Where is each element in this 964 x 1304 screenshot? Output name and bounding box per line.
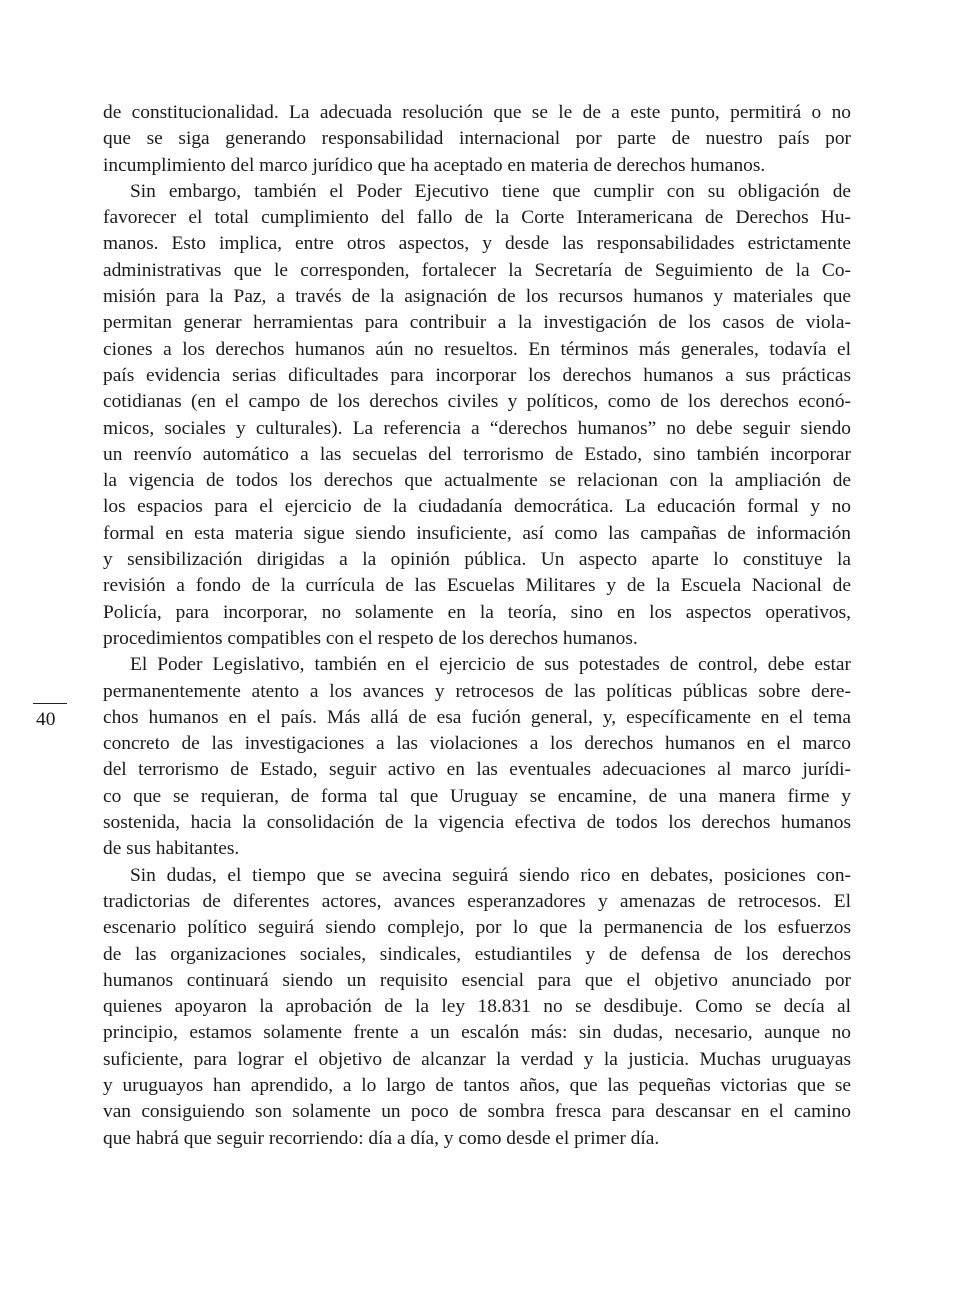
text-line: misión para la Paz, a través de la asignación de los recursos humanos y materiales que (103, 286, 851, 308)
text-line: del terrorismo de Estado, seguir activo en las eventuales adecuaciones al marco jurídi- (103, 759, 851, 781)
page-number-rule (33, 703, 67, 704)
text-line: quienes apoyaron la aprobación de la ley 18.831 no se desdibuje. Como se decía al (103, 996, 851, 1018)
text-line: país evidencia serias dificultades para incorporar los derechos humanos a sus prácticas (103, 364, 851, 386)
text-line: administrativas que le corresponden, fortalecer la Secretaría de Seguimiento de la Co- (103, 259, 851, 281)
paragraph (103, 100, 851, 179)
text-line: permanentemente atento a los avances y retrocesos de las políticas públicas sobre dere- (103, 680, 851, 702)
text-line: procedimientos compatibles con el respeto de los derechos humanos. (103, 627, 638, 649)
text-line: principio, estamos solamente frente a un escalón más: sin dudas, necesario, aunque no (103, 1022, 851, 1044)
text-line: de constitucionalidad. La adecuada resolución que se le de a este punto, permitirá o no (103, 102, 851, 123)
text-line: formal en esta materia sigue siendo insuficiente, así como las campañas de información (103, 522, 851, 544)
paragraph (103, 863, 851, 1152)
text-line: un reenvío automático a las secuelas del terrorismo de Estado, sino también incorporar (103, 443, 851, 465)
text-line: humanos continuará siendo un requisito esencial para que el objetivo anunciado por (103, 969, 851, 991)
text-line: co que se requieran, de forma tal que Uruguay se encamine, de una manera firme y (103, 785, 851, 807)
text-line: suficiente, para lograr el objetivo de alcanzar la verdad y la justicia. Muchas uruguayas (103, 1048, 851, 1070)
text-line: El Poder Legislativo, también en el ejercicio de sus potestades de control, debe estar (130, 654, 851, 676)
paragraph (103, 179, 851, 652)
text-line: de las organizaciones sociales, sindicales, estudiantiles y de defensa de los derechos (103, 943, 851, 965)
text-line: Policía, para incorporar, no solamente en la teoría, sino en los aspectos operativos, (103, 601, 851, 623)
text-line: escenario político seguirá siendo complejo, por lo que la permanencia de los esfuerzos (103, 917, 851, 939)
text-line: sostenida, hacia la consolidación de la vigencia efectiva de todos los derechos humanos (103, 812, 851, 834)
text-line: la vigencia de todos los derechos que actualmente se relacionan con la ampliación de (103, 470, 851, 492)
text-line: chos humanos en el país. Más allá de esa fución general, y, específicamente en el tema (103, 706, 851, 728)
text-line: manos. Esto implica, entre otros aspectos, y desde las responsabilidades estrictamente (103, 233, 851, 255)
text-line: que se siga generando responsabilidad internacional por parte de nuestro país por (103, 128, 851, 150)
text-line: y sensibilización dirigidas a la opinión pública. Un aspecto aparte lo constituye la (103, 549, 851, 571)
paragraph (103, 652, 851, 862)
body-text (103, 100, 851, 1152)
text-line: permitan generar herramientas para contribuir a la investigación de los casos de viola- (103, 312, 851, 334)
text-line: Sin dudas, el tiempo que se avecina seguirá siendo rico en debates, posiciones con- (130, 864, 851, 886)
text-line: y uruguayos han aprendido, a lo largo de tantos años, que las pequeñas victorias que se (103, 1074, 851, 1096)
text-line: revisión a fondo de la currícula de las Escuelas Militares y de la Escuela Nacional de (103, 575, 851, 597)
text-line: ciones a los derechos humanos aún no resueltos. En términos más generales, todavía el (103, 338, 851, 360)
text-line: los espacios para el ejercicio de la ciudadanía democrática. La educación formal y no (103, 496, 851, 518)
text-line: incumplimiento del marco jurídico que ha aceptado en materia de derechos humanos. (103, 154, 766, 176)
text-line: van consiguiendo son solamente un poco de sombra fresca para descansar en el camino (103, 1101, 851, 1123)
text-line: tradictorias de diferentes actores, avances esperanzadores y amenazas de retrocesos. El (103, 890, 851, 912)
page-number: 40 (36, 709, 56, 730)
text-line: que habrá que seguir recorriendo: día a día, y como desde el primer día. (103, 1127, 660, 1149)
text-line: micos, sociales y culturales). La referencia a “derechos humanos” no debe seguir siendo (103, 417, 851, 439)
text-line: favorecer el total cumplimiento del fallo de la Corte Interamericana de Derechos Hu- (103, 207, 851, 229)
text-line: Sin embargo, también el Poder Ejecutivo tiene que cumplir con su obligación de (130, 180, 851, 202)
text-line: cotidianas (en el campo de los derechos civiles y políticos, como de los derechos econó- (103, 391, 851, 413)
text-line: de sus habitantes. (103, 838, 240, 860)
text-line: concreto de las investigaciones a las violaciones a los derechos humanos en el marco (103, 733, 851, 755)
